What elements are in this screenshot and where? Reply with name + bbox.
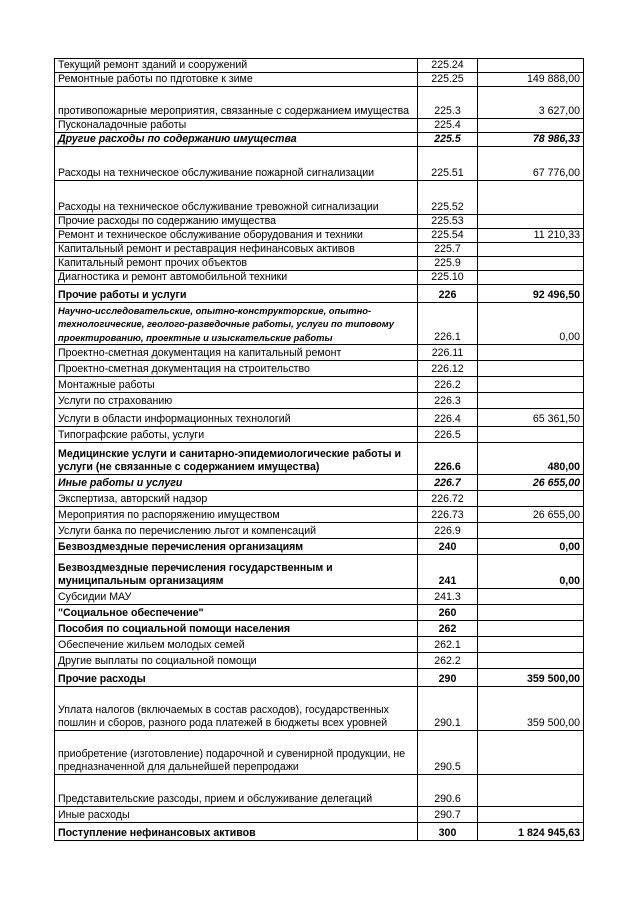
row-code-cell: 226.3: [418, 393, 478, 409]
row-code-cell: 226.4: [418, 409, 478, 427]
row-name-cell: Уплата налогов (включаемых в состав расходов), государственных пошлин и сборов, разного рода платежей в бюджеты всех уровней: [55, 687, 418, 731]
row-name-cell: "Социальное обеспечение": [55, 605, 418, 621]
table-row: [55, 475, 584, 491]
row-name-cell: Научно-исследовательские, опытно-конструкторские, опытно-технологические, геолого-разведочные работы, услуги по типовому проектированию, проектные и изыскательские работы: [55, 303, 418, 345]
row-name-cell: Пусконаладочные работы: [55, 119, 418, 133]
row-code-cell: 226.72: [418, 491, 478, 507]
row-value-cell: [478, 653, 584, 669]
row-name-cell: Безвоздмездные перечисления организациям: [55, 539, 418, 555]
row-value-cell: [478, 393, 584, 409]
row-value-cell: 3 627,00: [478, 87, 584, 119]
row-value-cell: [478, 589, 584, 605]
row-name-cell: Экспертиза, авторский надзор: [55, 491, 418, 507]
table-row: [55, 377, 584, 393]
row-name-cell: Проектно-сметная документация на строительство: [55, 361, 418, 377]
row-name-cell: Поступление нефинансовых активов: [55, 823, 418, 841]
row-value-cell: 480,00: [478, 443, 584, 475]
row-name-cell: Прочие работы и услуги: [55, 285, 418, 303]
row-value-cell: 0,00: [478, 539, 584, 555]
row-value-cell: [478, 377, 584, 393]
row-code-cell: 225.24: [418, 59, 478, 73]
row-value-cell: [478, 59, 584, 73]
table-row: [55, 285, 584, 303]
row-value-cell: 26 655,00: [478, 507, 584, 523]
row-code-cell: 226.1: [418, 303, 478, 345]
table-row: [55, 393, 584, 409]
row-name-cell: Другие расходы по содержанию имущества: [55, 133, 418, 147]
row-code-cell: 226.7: [418, 475, 478, 491]
table-row: [55, 775, 584, 807]
row-value-cell: [478, 257, 584, 271]
row-code-cell: 226.2: [418, 377, 478, 393]
row-value-cell: [478, 119, 584, 133]
table-row: [55, 491, 584, 507]
table-row: [55, 215, 584, 229]
row-value-cell: [478, 523, 584, 539]
table-row: [55, 731, 584, 775]
row-value-cell: [478, 775, 584, 807]
row-value-cell: [478, 731, 584, 775]
row-code-cell: 226.12: [418, 361, 478, 377]
row-name-cell: Иные работы и услуги: [55, 475, 418, 491]
table-row: [55, 687, 584, 731]
table-row: [55, 605, 584, 621]
row-value-cell: [478, 215, 584, 229]
row-name-cell: Капитальный ремонт прочих объектов: [55, 257, 418, 271]
row-code-cell: 225.53: [418, 215, 478, 229]
row-name-cell: Иные расходы: [55, 807, 418, 823]
row-name-cell: Услуги банка по перечислению льгот и компенсаций: [55, 523, 418, 539]
budget-table-body: [55, 59, 584, 841]
table-row: [55, 303, 584, 345]
row-value-cell: 359 500,00: [478, 687, 584, 731]
row-value-cell: 149 888,00: [478, 73, 584, 87]
row-code-cell: 290.7: [418, 807, 478, 823]
row-name-cell: Услуги в области информационных технологий: [55, 409, 418, 427]
table-row: [55, 669, 584, 687]
row-name-cell: Безвоздмездные перечисления государственным и муниципальным организациям: [55, 555, 418, 589]
table-row: [55, 507, 584, 523]
row-name-cell: Ремонтные работы по пдготовке к зиме: [55, 73, 418, 87]
row-value-cell: 359 500,00: [478, 669, 584, 687]
table-row: [55, 257, 584, 271]
row-code-cell: 226.6: [418, 443, 478, 475]
table-row: [55, 181, 584, 215]
row-value-cell: [478, 181, 584, 215]
row-value-cell: [478, 427, 584, 443]
row-code-cell: 290: [418, 669, 478, 687]
row-code-cell: 226: [418, 285, 478, 303]
table-row: [55, 523, 584, 539]
row-name-cell: Медицинские услуги и санитарно-эпидемиологические работы и услуги (не связанные с содержанием имущества): [55, 443, 418, 475]
row-value-cell: 78 986,33: [478, 133, 584, 147]
row-code-cell: 241: [418, 555, 478, 589]
row-name-cell: Капитальный ремонт и реставрация нефинансовых активов: [55, 243, 418, 257]
table-row: [55, 133, 584, 147]
table-row: [55, 361, 584, 377]
row-code-cell: 290.6: [418, 775, 478, 807]
table-row: [55, 539, 584, 555]
row-code-cell: 290.5: [418, 731, 478, 775]
row-value-cell: 1 824 945,63: [478, 823, 584, 841]
row-code-cell: 225.25: [418, 73, 478, 87]
row-code-cell: 290.1: [418, 687, 478, 731]
row-name-cell: противопожарные мероприятия, связанные с содержанием имущества: [55, 87, 418, 119]
table-row: [55, 823, 584, 841]
row-code-cell: 225.52: [418, 181, 478, 215]
row-name-cell: Типографские работы, услуги: [55, 427, 418, 443]
row-value-cell: [478, 637, 584, 653]
table-row: [55, 87, 584, 119]
row-name-cell: Представительские разсоды, прием и обслуживание делегаций: [55, 775, 418, 807]
table-row: [55, 147, 584, 181]
table-row: [55, 229, 584, 243]
row-code-cell: 225.3: [418, 87, 478, 119]
row-code-cell: 225.5: [418, 133, 478, 147]
row-code-cell: 262: [418, 621, 478, 637]
row-code-cell: 241.3: [418, 589, 478, 605]
table-row: [55, 653, 584, 669]
row-value-cell: 0,00: [478, 303, 584, 345]
row-code-cell: 262.2: [418, 653, 478, 669]
row-value-cell: 67 776,00: [478, 147, 584, 181]
row-code-cell: 226.11: [418, 345, 478, 361]
row-name-cell: Услуги по страхованию: [55, 393, 418, 409]
row-name-cell: Прочие расходы по содержанию имущества: [55, 215, 418, 229]
table-row: [55, 345, 584, 361]
row-value-cell: [478, 243, 584, 257]
row-code-cell: 260: [418, 605, 478, 621]
row-code-cell: 225.10: [418, 271, 478, 285]
table-row: [55, 637, 584, 653]
row-code-cell: 262.1: [418, 637, 478, 653]
row-value-cell: [478, 807, 584, 823]
row-value-cell: [478, 605, 584, 621]
row-name-cell: Мероприятия по распоряжению имуществом: [55, 507, 418, 523]
table-row: [55, 59, 584, 73]
row-code-cell: 240: [418, 539, 478, 555]
row-value-cell: [478, 345, 584, 361]
row-name-cell: Обеспечение жильем молодых семей: [55, 637, 418, 653]
row-value-cell: 11 210,33: [478, 229, 584, 243]
row-name-cell: Ремонт и техническое обслуживание оборудования и техники: [55, 229, 418, 243]
row-value-cell: [478, 621, 584, 637]
table-row: [55, 73, 584, 87]
row-code-cell: 226.73: [418, 507, 478, 523]
row-value-cell: [478, 491, 584, 507]
row-name-cell: приобретение (изготовление) подарочной и сувенирной продукции, не предназначенной для дальнейшей перепродажи: [55, 731, 418, 775]
row-code-cell: 225.7: [418, 243, 478, 257]
row-code-cell: 225.4: [418, 119, 478, 133]
row-name-cell: Текущий ремонт зданий и сооружений: [55, 59, 418, 73]
row-value-cell: [478, 361, 584, 377]
row-name-cell: Монтажные работы: [55, 377, 418, 393]
row-code-cell: 225.51: [418, 147, 478, 181]
row-value-cell: 26 655,00: [478, 475, 584, 491]
row-value-cell: [478, 271, 584, 285]
row-value-cell: 92 496,50: [478, 285, 584, 303]
row-name-cell: Пособия по социальной помощи населения: [55, 621, 418, 637]
row-name-cell: Другие выплаты по социальной помощи: [55, 653, 418, 669]
row-name-cell: Субсидии МАУ: [55, 589, 418, 605]
row-code-cell: 226.5: [418, 427, 478, 443]
row-name-cell: Диагностика и ремонт автомобильной техники: [55, 271, 418, 285]
row-value-cell: 0,00: [478, 555, 584, 589]
table-row: [55, 243, 584, 257]
table-row: [55, 589, 584, 605]
row-name-cell: Прочие расходы: [55, 669, 418, 687]
table-row: [55, 807, 584, 823]
table-row: [55, 409, 584, 427]
table-row: [55, 443, 584, 475]
row-code-cell: 300: [418, 823, 478, 841]
budget-table: [54, 58, 584, 841]
table-row: [55, 271, 584, 285]
table-row: [55, 621, 584, 637]
row-value-cell: 65 361,50: [478, 409, 584, 427]
row-name-cell: Расходы на техническое обслуживание тревожной сигнализации: [55, 181, 418, 215]
row-code-cell: 225.9: [418, 257, 478, 271]
row-name-cell: Расходы на техническое обслуживание пожарной сигнализации: [55, 147, 418, 181]
table-row: [55, 427, 584, 443]
row-code-cell: 225.54: [418, 229, 478, 243]
table-row: [55, 119, 584, 133]
table-row: [55, 555, 584, 589]
row-code-cell: 226.9: [418, 523, 478, 539]
row-name-cell: Проектно-сметная документация на капитальный ремонт: [55, 345, 418, 361]
